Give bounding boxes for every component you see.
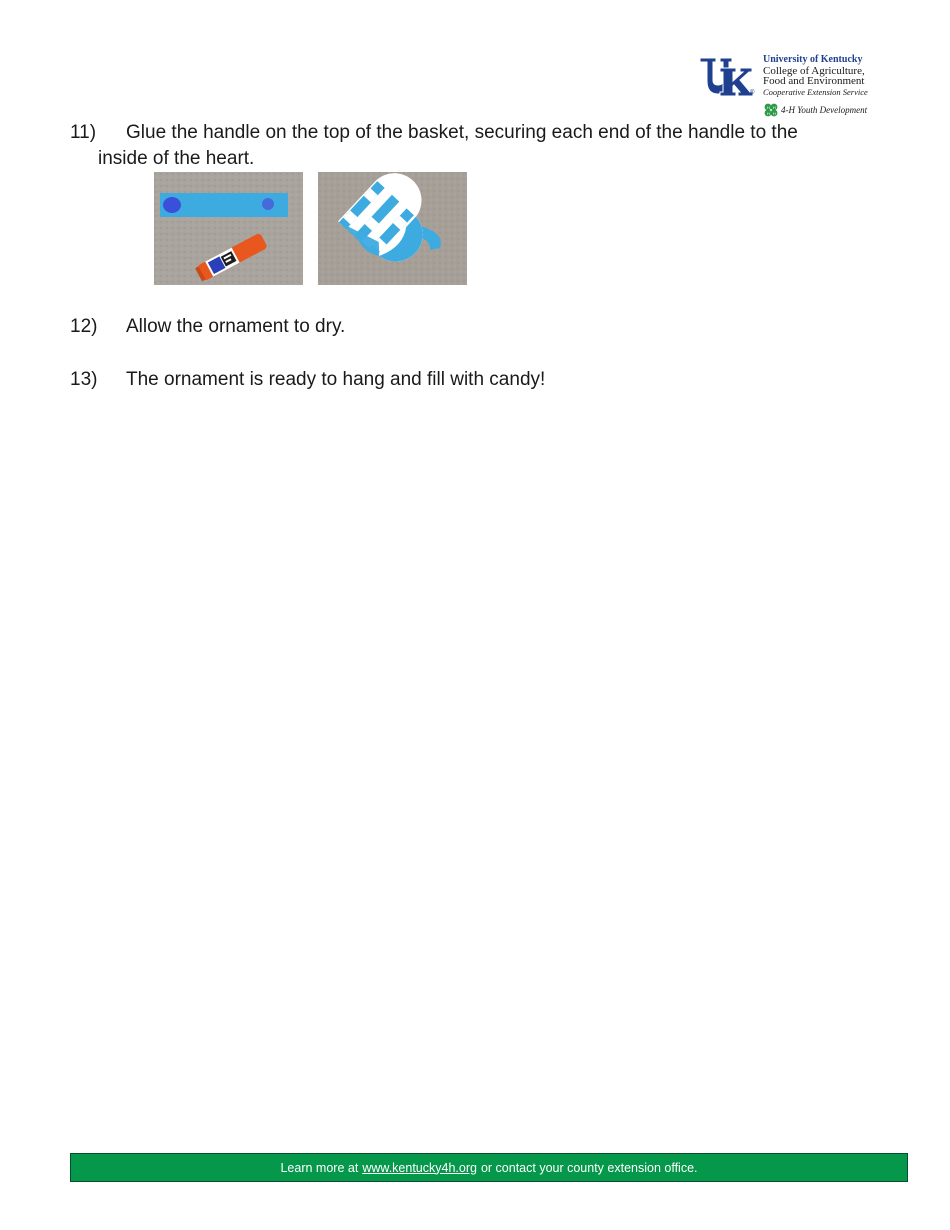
kentucky4h-link[interactable]: www.kentucky4h.org xyxy=(362,1160,477,1175)
footer-prefix: Learn more at xyxy=(280,1160,359,1175)
step-number: 11) xyxy=(70,122,97,143)
svg-text:H: H xyxy=(773,111,776,116)
footer-suffix: or contact your county extension office. xyxy=(480,1160,698,1175)
step-number: 13) xyxy=(70,369,98,390)
svg-text:H: H xyxy=(767,105,770,110)
svg-text:H: H xyxy=(773,105,776,110)
uk-extension-logo xyxy=(698,54,888,118)
logo-text xyxy=(763,55,888,97)
step-text: Allow the ornament to dry. xyxy=(126,316,346,337)
woven-heart-basket-with-handle-photo xyxy=(318,172,467,285)
logo-cooperative-extension: Cooperative Extension Service xyxy=(763,86,868,97)
step-text-continuation: inside of the heart. xyxy=(98,148,255,169)
step-13 xyxy=(70,367,545,393)
logo-college: College of Agriculture, xyxy=(763,64,865,77)
svg-text:H: H xyxy=(767,111,770,116)
footer-banner xyxy=(70,1153,908,1182)
logo-food-environment: Food and Environment xyxy=(763,75,865,87)
step-12 xyxy=(70,314,345,340)
step-number: 12) xyxy=(70,316,98,337)
fourh-row xyxy=(763,102,867,118)
logo-university: University of Kentucky xyxy=(763,54,863,65)
step-11 xyxy=(70,120,870,172)
four-leaf-clover-icon xyxy=(763,102,779,118)
fourh-youth-development: 4-H Youth Development xyxy=(781,105,868,115)
uk-logo-icon xyxy=(698,54,754,100)
step-text: Glue the handle on the top of the basket, securing each end of the handle to the xyxy=(126,122,798,143)
step-text: The ornament is ready to hang and fill with candy! xyxy=(126,369,546,390)
registered-mark: ® xyxy=(750,90,755,96)
handle-strip-with-glue-stick-photo xyxy=(154,172,303,285)
